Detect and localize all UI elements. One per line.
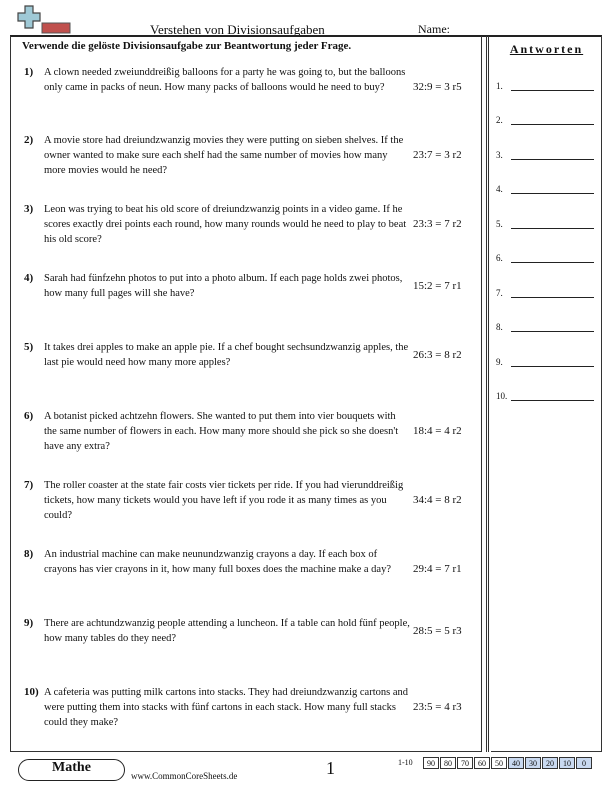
answer-blank[interactable]: [511, 366, 594, 367]
question-equation: 23:7 = 3 r2: [413, 149, 462, 161]
answer-blank[interactable]: [511, 124, 594, 125]
logo-plus-minus-icon: [16, 4, 72, 38]
question-text: Sarah had fünfzehn photos to put into a photo album. If each page holds zwei photos, how many full pages will she have?: [44, 273, 403, 299]
worksheet-title: Verstehen von Divisionsaufgaben: [150, 22, 325, 37]
question-equation: 23:5 = 4 r3: [413, 701, 462, 713]
question-equation: 23:3 = 7 r2: [413, 218, 462, 230]
answer-blank[interactable]: [511, 331, 594, 332]
question-equation: 18:4 = 4 r2: [413, 425, 462, 437]
answer-number: 6.: [496, 253, 503, 263]
question-text: There are achtundzwanzig people attending a luncheon. If a table can hold fünf people, how many tables do they need?: [44, 618, 410, 644]
question-text: Leon was trying to beat his old score of dreiundzwanzig points in a video game. If he scores exactly drei points each round, how many rounds would he need to play to beat his old score?: [44, 204, 407, 245]
score-cell: 70: [457, 757, 473, 769]
score-cell: 10: [559, 757, 575, 769]
question-text: The roller coaster at the state fair costs vier tickets per ride. If you had vierunddreißig tickets, how many tickets would you have left if you rode it as many times as you could?: [44, 480, 404, 521]
question-equation: 15:2 = 7 r1: [413, 280, 462, 292]
question-number: 6): [24, 410, 34, 422]
answer-blank[interactable]: [511, 228, 594, 229]
score-range-label: 1-10: [398, 758, 413, 767]
question-equation: 28:5 = 5 r3: [413, 625, 462, 637]
panel-divider: [486, 36, 489, 752]
question-number: 3): [24, 203, 34, 215]
answer-number: 4.: [496, 184, 503, 194]
question-equation: 26:3 = 8 r2: [413, 349, 462, 361]
question-text: A botanist picked achtzehn flowers. She wanted to put them into vier bouquets with the same number of flowers in each. How many more should she pick so she doesn't have any extra?: [44, 411, 399, 452]
question-equation: 32:9 = 3 r5: [413, 81, 462, 93]
question-number: 9): [24, 617, 34, 629]
question-text: A cafeteria was putting milk cartons into stacks. They had dreiundzwanzig cartons and were putting them into stacks with fünf cartons in each stack. How many full stacks could they make?: [44, 687, 408, 728]
answer-number: 7.: [496, 288, 503, 298]
instructions: Verwende die gelöste Divisionsaufgabe zur Beantwortung jeder Frage.: [22, 40, 352, 52]
answer-blank[interactable]: [511, 262, 594, 263]
subject-label: Mathe: [52, 760, 91, 775]
answer-blank[interactable]: [511, 297, 594, 298]
question-text: It takes drei apples to make an apple pie. If a chef bought sechsundzwanzig apples, the last pie would need how many more apples?: [44, 342, 409, 368]
question-number: 7): [24, 479, 34, 491]
question-number: 10): [24, 686, 39, 698]
answer-blank[interactable]: [511, 159, 594, 160]
question-equation: 29:4 = 7 r1: [413, 563, 462, 575]
question-number: 4): [24, 272, 34, 284]
score-cell: 50: [491, 757, 507, 769]
score-cell: 80: [440, 757, 456, 769]
answer-number: 8.: [496, 322, 503, 332]
score-cell: 0: [576, 757, 592, 769]
answer-blank[interactable]: [511, 90, 594, 91]
answer-number: 3.: [496, 150, 503, 160]
site-url: www.CommonCoreSheets.de: [131, 771, 238, 781]
question-number: 5): [24, 341, 34, 353]
answer-number: 1.: [496, 81, 503, 91]
question-text: An industrial machine can make neunundzwanzig crayons a day. If each box of crayons has vier crayons in it, how many full boxes does the machine make a day?: [44, 549, 391, 575]
score-cell: 60: [474, 757, 490, 769]
question-text: A movie store had dreiundzwanzig movies they were putting on sieben shelves. If the owner wanted to make sure each shelf had the same number of movies how many more movies would he need?: [44, 135, 404, 176]
answer-blank[interactable]: [511, 193, 594, 194]
question-number: 2): [24, 134, 34, 146]
answer-number: 9.: [496, 357, 503, 367]
answers-title: Antworten: [509, 42, 584, 56]
name-label: Name:: [418, 22, 450, 36]
answer-number: 10.: [496, 391, 508, 401]
question-number: 1): [24, 66, 34, 78]
question-text: A clown needed zweiunddreißig balloons for a party he was going to, but the balloons only came in packs of neun. How many packs of balloons would he need to buy?: [44, 67, 406, 93]
page-number: 1: [326, 758, 335, 778]
answer-blank[interactable]: [511, 400, 594, 401]
answer-number: 2.: [496, 115, 503, 125]
score-cell: 30: [525, 757, 541, 769]
question-equation: 34:4 = 8 r2: [413, 494, 462, 506]
score-cell: 20: [542, 757, 558, 769]
score-cell: 90: [423, 757, 439, 769]
answers-panel: [491, 36, 602, 752]
question-number: 8): [24, 548, 34, 560]
answer-number: 5.: [496, 219, 503, 229]
score-cell: 40: [508, 757, 524, 769]
